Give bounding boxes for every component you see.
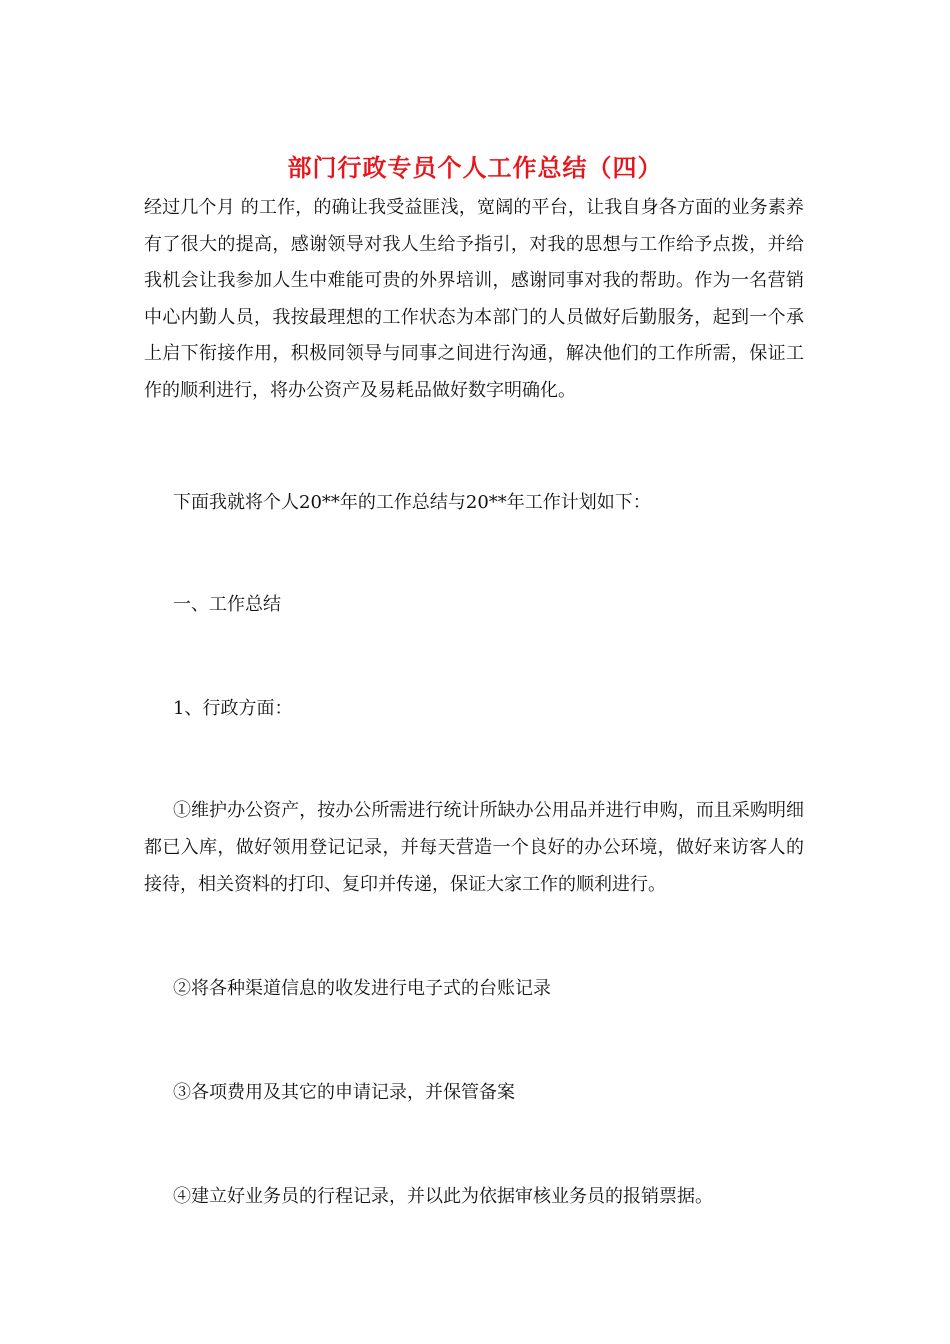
subsection-heading-administration: 1、行政方面：	[173, 698, 293, 719]
item-paragraph-2: ②将各种渠道信息的收发进行电子式的台账记录	[173, 978, 551, 999]
section-heading-work-summary: 一、工作总结	[173, 594, 281, 615]
intro-paragraph: 经过几个月 的工作，的确让我受益匪浅，宽阔的平台，让我自身各方面的业务素养有了很大的提高，感谢领导对我人生给予指引，对我的思想与工作给予点拨，并给我机会让我参加人生中难能可贵的外界培训，感谢同事对我的帮助。作为一名营销中心内勤人员，我按最理想的工作状态为本部门的人员做好后勤服务，起到一个承上启下衔接作用，积极同领导与同事之间进行沟通，解决他们的工作所需，保证工作的顺利进行，将办公资产及易耗品做好数字明确化。	[144, 197, 804, 401]
plan-intro-paragraph: 下面我就将个人20**年的工作总结与20**年工作计划如下：	[173, 492, 651, 513]
item-paragraph-1: ①维护办公资产，按办公所需进行统计所缺办公用品并进行申购，而且采购明细都已入库，做好领用登记记录，并每天营造一个良好的办公环境，做好来访客人的接待，相关资料的打印、复印并传递，保证大家工作的顺利进行。	[144, 800, 804, 895]
document-title: 部门行政专员个人工作总结（四）	[287, 153, 663, 182]
item-paragraph-3: ③各项费用及其它的申请记录，并保管备案	[173, 1082, 515, 1103]
item-paragraph-4: ④建立好业务员的行程记录，并以此为依据审核业务员的报销票据。	[173, 1186, 713, 1207]
